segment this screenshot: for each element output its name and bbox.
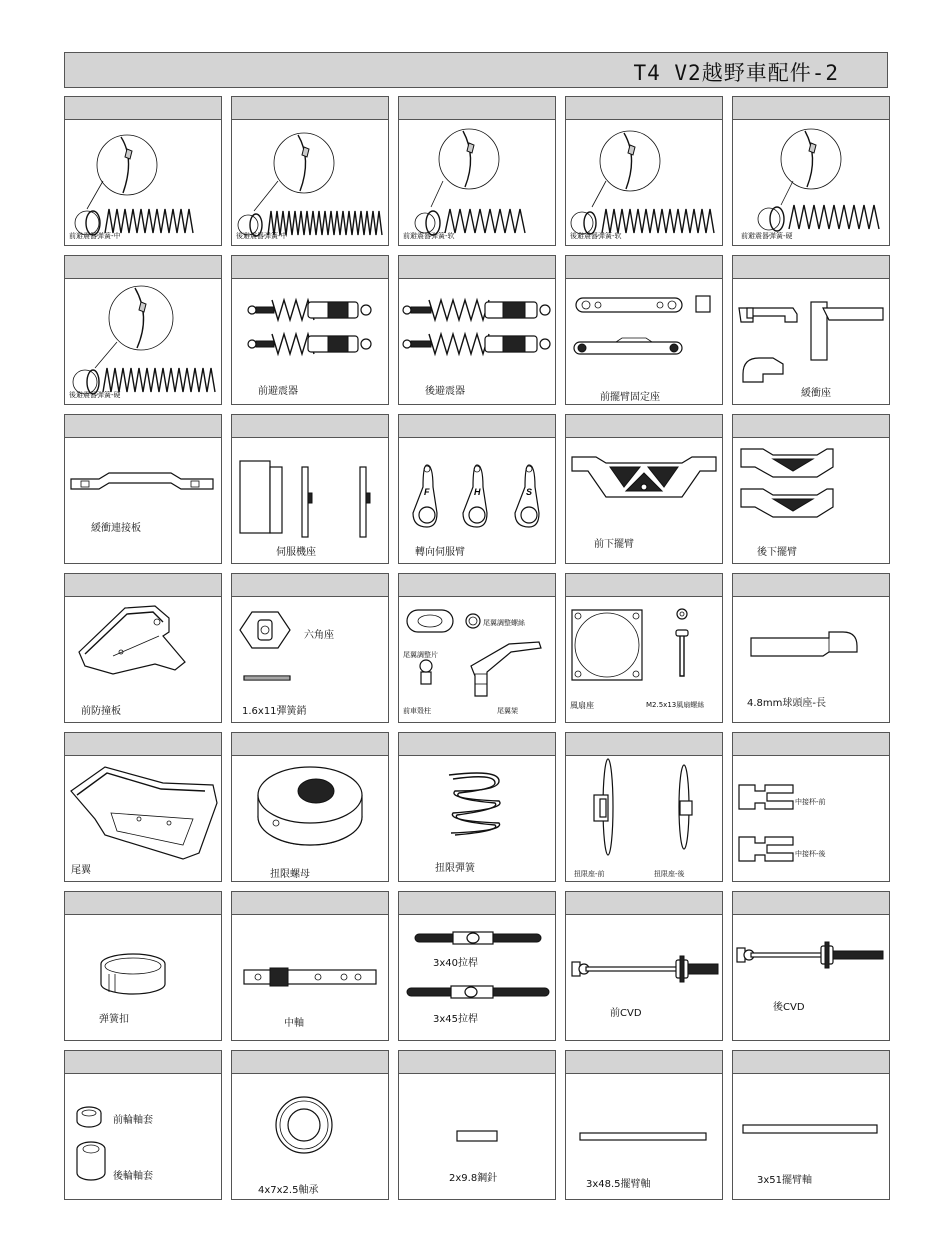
part-label: 前避震器弹簧-软 bbox=[403, 232, 455, 240]
spring-drawing bbox=[65, 278, 221, 404]
cell-header bbox=[566, 97, 722, 120]
cell-header bbox=[566, 733, 722, 756]
front-cvd-drawing bbox=[566, 914, 722, 1040]
parts-grid bbox=[64, 96, 890, 1209]
part-label: 扭限螺母 bbox=[270, 869, 310, 880]
cell-header bbox=[65, 574, 221, 597]
part-label: 風扇座 bbox=[570, 701, 594, 710]
part-label: 後避震器弹簧-中 bbox=[236, 232, 288, 240]
part-sublabel-center-cup-rear: 中接杯-後 bbox=[795, 850, 826, 858]
part-cell-front-spring-medium bbox=[64, 96, 222, 246]
cell-header bbox=[65, 256, 221, 279]
servo-arm-letter-s: S bbox=[526, 487, 533, 497]
part-sublabel-wing-mount: 尾翼架 bbox=[497, 707, 518, 715]
part-cell-front-shock bbox=[231, 255, 389, 405]
part-cell-bearing bbox=[231, 1050, 389, 1200]
part-sublabel-body-post: 前車殼柱 bbox=[403, 707, 431, 715]
part-label: 轉向伺服臂 bbox=[415, 547, 465, 558]
part-label: 尾翼調整螺絲 bbox=[483, 619, 525, 627]
part-label: 後下擺臂 bbox=[757, 547, 797, 558]
part-label: 前CVD bbox=[610, 1008, 642, 1019]
part-cell-front-bumper bbox=[64, 573, 222, 723]
cell-header bbox=[399, 733, 555, 756]
part-label: 中接杯-前 bbox=[795, 798, 826, 806]
part-cell-bumper-mount bbox=[732, 255, 890, 405]
part-cell-front-arm-mount bbox=[565, 255, 723, 405]
cell-header bbox=[399, 415, 555, 438]
rear-cvd-drawing bbox=[733, 914, 889, 1040]
cell-header bbox=[232, 97, 388, 120]
cell-header bbox=[733, 415, 889, 438]
spring-drawing bbox=[399, 119, 555, 245]
parts-row-4 bbox=[64, 573, 890, 723]
part-cell-rear-cvd bbox=[732, 891, 890, 1041]
part-cell-rear-shock bbox=[398, 255, 556, 405]
part-label: 前避震器弹簧-硬 bbox=[741, 232, 793, 240]
cell-header bbox=[232, 733, 388, 756]
part-cell-ball-end-long bbox=[732, 573, 890, 723]
cell-header bbox=[733, 97, 889, 120]
part-label: 1.6x11彈簧銷 bbox=[242, 706, 307, 717]
part-label: 伺服機座 bbox=[276, 547, 316, 558]
part-label: 弹簧扣 bbox=[99, 1014, 129, 1025]
link-plate-drawing bbox=[65, 437, 221, 563]
slipper-spring-drawing bbox=[399, 755, 555, 881]
cell-header bbox=[232, 256, 388, 279]
cell-header bbox=[232, 415, 388, 438]
cell-header bbox=[65, 97, 221, 120]
cell-header bbox=[733, 1051, 889, 1074]
part-label: 前輪軸套 bbox=[113, 1115, 153, 1126]
arm-mount-drawing bbox=[566, 278, 722, 404]
slipper-nut-drawing bbox=[232, 755, 388, 881]
cell-header bbox=[65, 1051, 221, 1074]
part-label: 扭限座-前 bbox=[574, 870, 605, 878]
part-cell-center-cups bbox=[732, 732, 890, 882]
shock-drawing bbox=[232, 278, 388, 404]
cell-header bbox=[232, 1051, 388, 1074]
cell-header bbox=[566, 1051, 722, 1074]
servo-arm-letter-h: H bbox=[474, 487, 481, 497]
part-sublabel-link-45: 3x45拉桿 bbox=[433, 1014, 479, 1025]
cell-header bbox=[232, 574, 388, 597]
part-label: 扭限彈簧 bbox=[435, 863, 475, 874]
part-cell-turnbuckles bbox=[398, 891, 556, 1041]
part-cell-slipper-nut bbox=[231, 732, 389, 882]
part-label: 後CVD bbox=[773, 1002, 805, 1013]
part-cell-rear-spring-medium bbox=[231, 96, 389, 246]
spring-drawing bbox=[65, 119, 221, 245]
cell-header bbox=[733, 892, 889, 915]
spring-drawing bbox=[566, 119, 722, 245]
part-label: 前避震器 bbox=[258, 386, 298, 397]
part-cell-front-lower-arm bbox=[565, 414, 723, 564]
part-sublabel-wing-shim: 尾翼調整片 bbox=[403, 651, 438, 659]
cell-header bbox=[733, 733, 889, 756]
spring-drawing bbox=[733, 119, 889, 245]
parts-row-7 bbox=[64, 1050, 890, 1200]
part-label: 前避震器弹簧-中 bbox=[69, 232, 121, 240]
cell-header bbox=[399, 1051, 555, 1074]
part-label: 後避震器弹簧-软 bbox=[570, 232, 622, 240]
parts-row-1 bbox=[64, 96, 890, 246]
part-cell-slipper-spring bbox=[398, 732, 556, 882]
spring-drawing bbox=[232, 119, 388, 245]
cell-header bbox=[65, 733, 221, 756]
front-arm-drawing bbox=[566, 437, 722, 563]
part-cell-arm-pin-48 bbox=[565, 1050, 723, 1200]
cell-header bbox=[65, 892, 221, 915]
part-cell-fan-mount bbox=[565, 573, 723, 723]
part-label: 4x7x2.5軸承 bbox=[258, 1185, 319, 1196]
servo-arm-letter-f: F bbox=[424, 487, 430, 497]
part-label: 前下擺臂 bbox=[594, 539, 634, 550]
part-label: 前防撞板 bbox=[81, 706, 121, 717]
cell-header bbox=[399, 892, 555, 915]
part-label: 3x48.5擺臂軸 bbox=[586, 1179, 651, 1190]
center-cup-drawing bbox=[733, 755, 889, 881]
spring-clip-drawing bbox=[65, 914, 221, 1040]
cell-header bbox=[399, 574, 555, 597]
part-cell-front-spring-hard bbox=[732, 96, 890, 246]
cell-header bbox=[566, 892, 722, 915]
parts-row-5 bbox=[64, 732, 890, 882]
part-cell-rear-lower-arm bbox=[732, 414, 890, 564]
part-cell-front-spring-soft bbox=[398, 96, 556, 246]
shock-drawing bbox=[399, 278, 555, 404]
parts-row-2 bbox=[64, 255, 890, 405]
part-cell-rear-spring-hard bbox=[64, 255, 222, 405]
part-cell-hub-sleeves bbox=[64, 1050, 222, 1200]
cell-header bbox=[232, 892, 388, 915]
part-cell-steel-pin bbox=[398, 1050, 556, 1200]
center-shaft-drawing bbox=[232, 914, 388, 1040]
cell-header bbox=[566, 415, 722, 438]
page-title: T4 V2越野車配件-2 bbox=[633, 61, 839, 85]
cell-header bbox=[65, 415, 221, 438]
slipper-plate-drawing bbox=[566, 755, 722, 881]
part-label: 後避震器弹簧-硬 bbox=[69, 391, 121, 399]
part-label: 緩衝連接板 bbox=[91, 523, 141, 534]
part-sublabel-fan-screw: M2.5x13風扇螺絲 bbox=[646, 701, 705, 709]
cell-header bbox=[399, 97, 555, 120]
cell-header bbox=[399, 256, 555, 279]
part-cell-wing-hardware bbox=[398, 573, 556, 723]
part-label: 後避震器 bbox=[425, 386, 465, 397]
title-bar bbox=[64, 52, 888, 88]
cell-header bbox=[733, 256, 889, 279]
part-sublabel-rear-hub: 後輪軸套 bbox=[113, 1171, 153, 1182]
part-label: 中軸 bbox=[284, 1018, 304, 1029]
part-cell-servo-mount bbox=[231, 414, 389, 564]
cell-header bbox=[566, 256, 722, 279]
part-sublabel-hex-mount: 六角座 bbox=[304, 630, 334, 641]
part-label: 緩衝座 bbox=[801, 388, 831, 399]
parts-row-3 bbox=[64, 414, 890, 564]
part-cell-spring-pin-hex bbox=[231, 573, 389, 723]
part-label: 2x9.8鋼針 bbox=[449, 1173, 498, 1184]
part-sublabel-slipper-rear: 扭限座-後 bbox=[654, 870, 685, 878]
part-cell-wing bbox=[64, 732, 222, 882]
part-label: 4.8mm球頭座-長 bbox=[747, 698, 826, 709]
part-cell-front-cvd bbox=[565, 891, 723, 1041]
parts-row-6 bbox=[64, 891, 890, 1041]
part-label: 3x51擺臂軸 bbox=[757, 1175, 813, 1186]
part-cell-center-shaft bbox=[231, 891, 389, 1041]
part-cell-bumper-link-plate bbox=[64, 414, 222, 564]
cell-header bbox=[733, 574, 889, 597]
part-cell-spring-clip bbox=[64, 891, 222, 1041]
part-label: 3x40拉桿 bbox=[433, 958, 479, 969]
part-label: 前擺臂固定座 bbox=[600, 392, 660, 403]
part-cell-steering-servo-arm bbox=[398, 414, 556, 564]
cell-header bbox=[566, 574, 722, 597]
part-cell-slipper-plates bbox=[565, 732, 723, 882]
part-cell-arm-pin-51 bbox=[732, 1050, 890, 1200]
part-label: 尾翼 bbox=[71, 865, 91, 876]
part-cell-rear-spring-soft bbox=[565, 96, 723, 246]
